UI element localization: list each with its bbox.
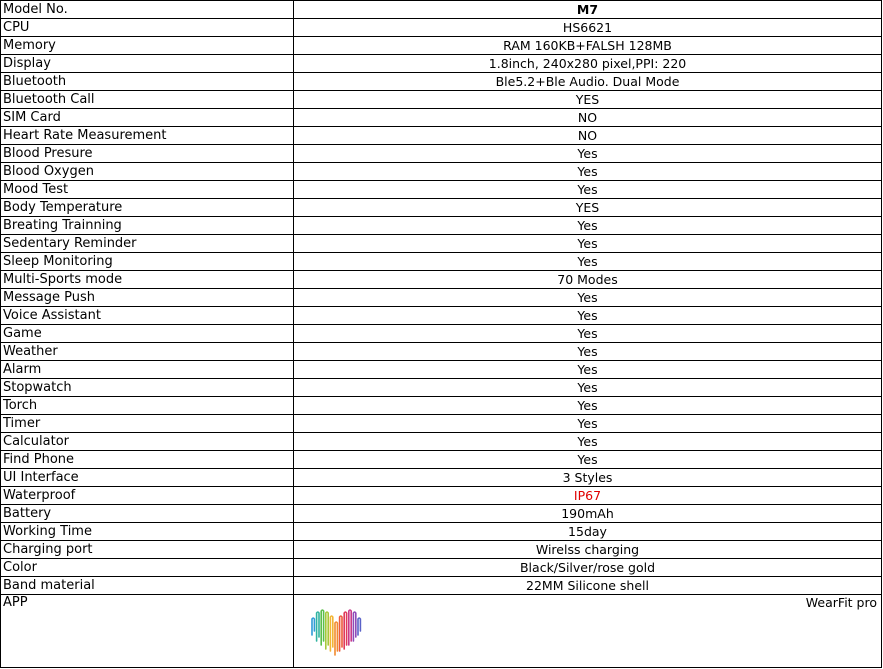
table-row: [1, 145, 882, 163]
table-row: [1, 343, 882, 361]
row-value: Ble5.2+Ble Audio. Dual Mode: [294, 73, 882, 91]
row-value: Yes: [294, 451, 882, 469]
table-row: [1, 271, 882, 289]
table-row: [1, 91, 882, 109]
table-row: [1, 361, 882, 379]
row-label: Torch: [1, 397, 294, 415]
row-label: Mood Test: [1, 181, 294, 199]
row-label: Sedentary Reminder: [1, 235, 294, 253]
row-label: SIM Card: [1, 109, 294, 127]
table-row: [1, 199, 882, 217]
row-label: Body Temperature: [1, 199, 294, 217]
row-value: 15day: [294, 523, 882, 541]
table-row: [1, 397, 882, 415]
table-row-header: [1, 1, 882, 19]
row-value: Yes: [294, 253, 882, 271]
table-row: [1, 433, 882, 451]
row-label: Bluetooth Call: [1, 91, 294, 109]
row-label: Working Time: [1, 523, 294, 541]
row-label: APP: [1, 595, 294, 668]
row-value: Yes: [294, 379, 882, 397]
row-value: 190mAh: [294, 505, 882, 523]
row-label: Game: [1, 325, 294, 343]
row-value: Yes: [294, 163, 882, 181]
row-value: Black/Silver/rose gold: [294, 559, 882, 577]
row-label: Color: [1, 559, 294, 577]
row-value: NO: [294, 127, 882, 145]
row-value: Yes: [294, 145, 882, 163]
table-row: [1, 37, 882, 55]
table-row: [1, 163, 882, 181]
row-value: YES: [294, 91, 882, 109]
table-row: [1, 523, 882, 541]
table-row: [1, 487, 882, 505]
row-label: Sleep Monitoring: [1, 253, 294, 271]
table-row: [1, 415, 882, 433]
table-row: [1, 325, 882, 343]
table-row: [1, 289, 882, 307]
row-value: IP67: [294, 487, 882, 505]
table-row: [1, 541, 882, 559]
row-label: Weather: [1, 343, 294, 361]
row-label: Display: [1, 55, 294, 73]
row-value: Yes: [294, 307, 882, 325]
row-label: Band material: [1, 577, 294, 595]
row-value: Yes: [294, 181, 882, 199]
table-row: [1, 451, 882, 469]
row-label: Battery: [1, 505, 294, 523]
row-label: Model No.: [1, 1, 294, 19]
row-value: Yes: [294, 343, 882, 361]
row-label: Memory: [1, 37, 294, 55]
table-row: [1, 577, 882, 595]
row-value: HS6621: [294, 19, 882, 37]
table-row: [1, 127, 882, 145]
row-label: Calculator: [1, 433, 294, 451]
row-label: Multi-Sports mode: [1, 271, 294, 289]
row-value: Yes: [294, 217, 882, 235]
table-row: [1, 379, 882, 397]
row-value: Yes: [294, 433, 882, 451]
row-label: Timer: [1, 415, 294, 433]
row-value: Yes: [294, 235, 882, 253]
table-row: [1, 73, 882, 91]
row-value: Yes: [294, 325, 882, 343]
row-label: Bluetooth: [1, 73, 294, 91]
row-value: Yes: [294, 415, 882, 433]
table-row: [1, 109, 882, 127]
row-value: Yes: [294, 397, 882, 415]
table-row: [1, 181, 882, 199]
row-label: Breating Trainning: [1, 217, 294, 235]
row-label: Blood Oxygen: [1, 163, 294, 181]
row-value: 22MM Silicone shell: [294, 577, 882, 595]
row-label: Blood Presure: [1, 145, 294, 163]
row-label: Message Push: [1, 289, 294, 307]
row-label: Charging port: [1, 541, 294, 559]
table-row: [1, 307, 882, 325]
table-row: [1, 559, 882, 577]
row-value: NO: [294, 109, 882, 127]
row-label: UI Interface: [1, 469, 294, 487]
row-value: Wirelss charging: [294, 541, 882, 559]
table-row: [1, 55, 882, 73]
row-label: Voice Assistant: [1, 307, 294, 325]
row-value: RAM 160KB+FALSH 128MB: [294, 37, 882, 55]
row-label: Heart Rate Measurement: [1, 127, 294, 145]
row-label: Alarm: [1, 361, 294, 379]
row-value: 70 Modes: [294, 271, 882, 289]
row-value: 3 Styles: [294, 469, 882, 487]
table-row: [1, 235, 882, 253]
row-value: Yes: [294, 289, 882, 307]
table-row: [1, 253, 882, 271]
table-row: [1, 505, 882, 523]
row-label: Waterproof: [1, 487, 294, 505]
app-name: WearFit pro: [805, 595, 877, 610]
table-row-app: [1, 595, 882, 668]
table-row: [1, 19, 882, 37]
row-value: M7: [294, 1, 882, 19]
row-label: CPU: [1, 19, 294, 37]
app-cell: [294, 595, 882, 668]
row-value: Yes: [294, 361, 882, 379]
table-row: [1, 469, 882, 487]
row-value: YES: [294, 199, 882, 217]
row-label: Find Phone: [1, 451, 294, 469]
table-row: [1, 217, 882, 235]
row-label: Stopwatch: [1, 379, 294, 397]
wearfit-heart-logo-icon: [308, 605, 362, 659]
row-value: 1.8inch, 240x280 pixel,PPI: 220: [294, 55, 882, 73]
